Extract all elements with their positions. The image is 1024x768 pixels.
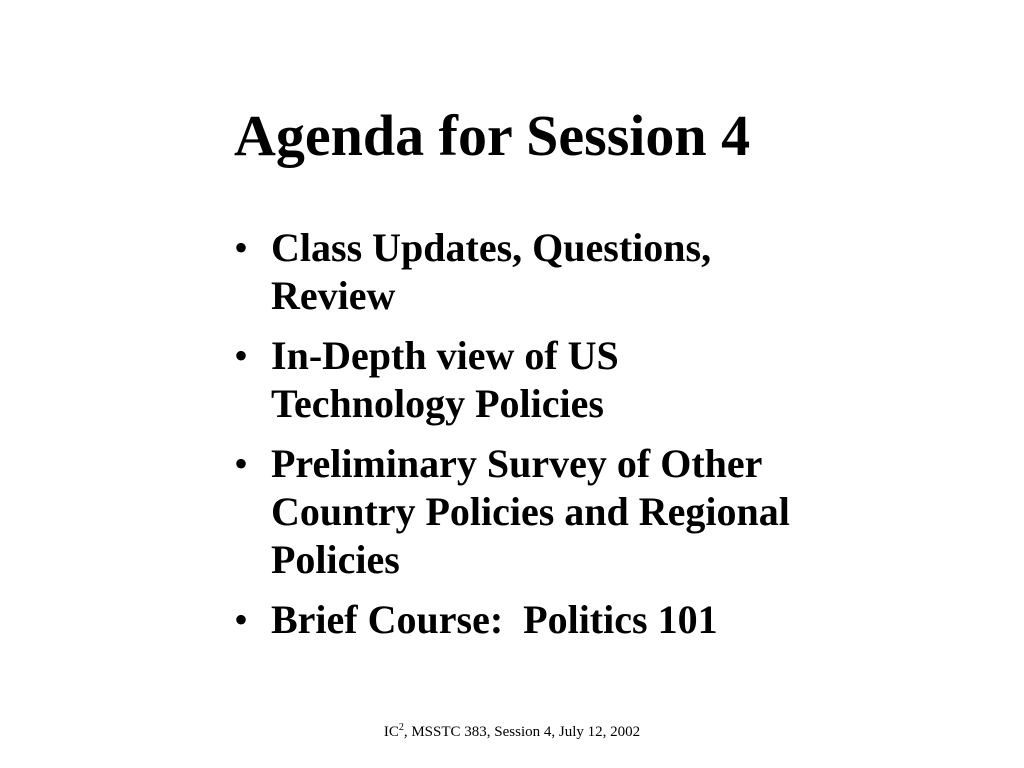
agenda-item-us-technology: [234, 332, 894, 428]
agenda-item-line: Technology Policies: [271, 381, 604, 426]
agenda-item-line: Review: [271, 273, 396, 318]
agenda-item-line: Country Policies and Regional: [271, 489, 790, 534]
bullet-marker: •: [234, 597, 249, 642]
agenda-item-preliminary-survey: [234, 440, 894, 584]
footer-superscript: 2: [398, 722, 404, 733]
bullet-marker: •: [234, 333, 249, 378]
bullet-marker: •: [234, 225, 249, 270]
agenda-item-line: Brief Course: Politics 101: [271, 597, 718, 642]
slide-title: Agenda for Session 4: [234, 103, 751, 168]
agenda-item-line: In-Depth view of US: [271, 333, 619, 378]
agenda-bullet-list: [234, 224, 894, 656]
agenda-item-line: Policies: [271, 537, 400, 582]
agenda-item-class-updates: [234, 224, 894, 320]
bullet-marker: •: [234, 441, 249, 486]
footer-suffix: , MSSTC 383, Session 4, July 12, 2002: [403, 724, 641, 740]
slide-footer: [0, 722, 1024, 742]
agenda-item-brief-course: [234, 596, 894, 644]
agenda-item-line: Class Updates, Questions,: [271, 225, 712, 270]
agenda-item-line: Preliminary Survey of Other: [271, 441, 763, 486]
footer-prefix: IC: [383, 724, 399, 740]
